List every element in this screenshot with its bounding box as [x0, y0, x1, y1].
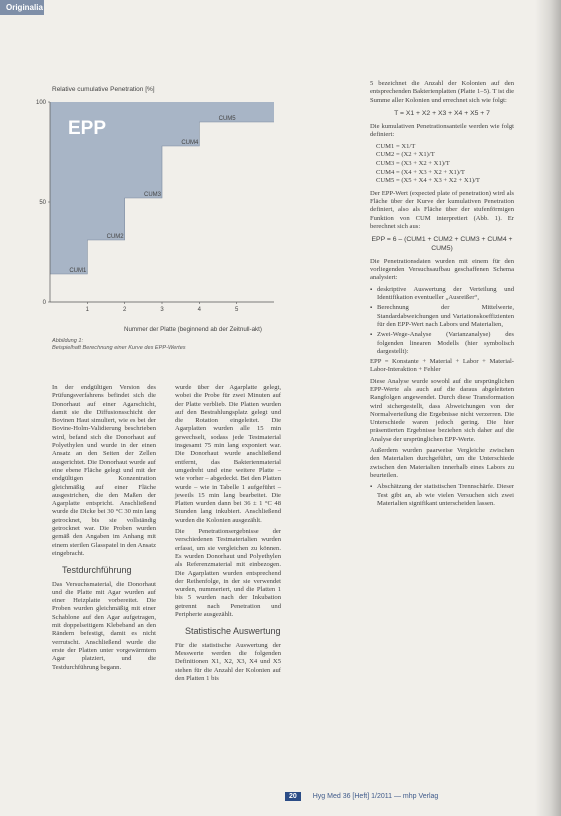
x-tick-label: 2 [122, 307, 127, 313]
series-label-cum2: CUM2 [106, 234, 124, 240]
paragraph: Die Penetrationsdaten wurden mit einem für den vorliegenden Versuchsaufbau geschaffenen Schema analysiert: [370, 257, 514, 282]
figure-caption [52, 338, 292, 352]
paragraph: wurde über der Agarplatte gelegt, wobei die Probe für zwei Minuten auf der Platte verblieb. Die Platten wurden auf den Bestrahlungsplatz gelegt und die Rotation eingeleitet. Die Agarplatten wurden alle 15 min gewechselt, sodass jede Testmaterial insgesamt 75 min lang exponiert war. Die Donorhaut wurde anschließend entfernt, das Bakterienmaterial umgedreht und eine weitere Platte – wie vorher – abgedeckt. Bei den Platten wurde – wie in Tabelle 1 aufgeführt – jeweils 15 min lang bearbeitet. Die Platten wurden dann bei 36 ± 1 °C 48 Stunden lang inkubiert. Anschließend wurden die Kolonien ausgezählt. [175, 384, 281, 524]
chart-y-axis-label: Relative cumulative Penetration [%] [52, 86, 155, 93]
journal-citation: Hyg Med 36 [Heft] 1/2011 — mhp Verlag [312, 793, 439, 800]
x-tick-label: 3 [160, 307, 164, 313]
cum-definition: CUM4 = (X4 + X3 + X2 + X1)/T [376, 168, 465, 176]
section-heading-statistik: Statistische Auswertung [185, 626, 281, 637]
paragraph: In der endgültigen Version des Prüfungsverfahrens befindet sich die Donorhaut auf einer Agarschicht, damit sie die Diffusionsschicht der Bovinen Haut simuliert, wie es bei der Bovine-Holm-Validierung beschrieben wird, befand sich die Donorhaut auf Polyethylen und wurde in der einen Ansatz an den Seiten der Zellen ausgerichtet. Die Donorhaut wurde auf eine ebene Fläche gelegt und mit der endgültigen Konzentration gleichmäßig auf einer Fläche ausgestrichen, die den Maßen der Agarplatte entspricht. Anschließend wurde die Dicke bei 30 °C 30 min lang getrocknet, bis sie vollständig getrocknet war. Die Proben wurden gemäß den Angaben im Anhang mit einem sterilen Glasspatel in den Ansatz eingebracht. [52, 384, 156, 557]
formula-epp: EPP = 6 – (CUM1 + CUM2 + CUM3 + CUM4 + CUM5) [371, 236, 513, 252]
series-label-cum5: CUM5 [218, 116, 236, 122]
page-footer [285, 792, 438, 801]
paragraph: Die Penetrationsergebnisse der verschiedenen Testmaterialien wurden erfasst, um sie vergleichen zu können. Es wurden Donorhaut und Polyethylen als Referenzmaterial mit einbezogen. Die Agarplatten wurden entsprechend der Reihenfolge, in der sie verwendet wurden, nummeriert, und die Platten 1 bis 5 wurden nach der Inkubation getrennt nach Penetration und Peripherie ausgezählt. [175, 528, 281, 619]
y-tick-label: 0 [42, 300, 46, 306]
list-item: ▪ Berechnung der Mittelwerte, Standardabweichungen und Variationskoeffizienten für den EPP-Wert nach Labors und Materialien, [370, 304, 514, 329]
paragraph: Für die statistische Auswertung der Messwerte werden die folgenden Definitionen X1, X2, X3, X4 und X5 stehen für die Anzahl der Kolonien auf den Platten 1 bis [175, 641, 281, 682]
section-tab: Originalia [0, 0, 44, 15]
y-tick-label: 100 [35, 100, 46, 106]
x-tick-label: 1 [85, 307, 90, 313]
analysis-list-2 [370, 483, 514, 508]
cum-definition: CUM3 = (X3 + X2 + X1)/T [376, 159, 450, 167]
cum-definitions [376, 143, 514, 186]
model-equation: EPP = Konstante + Material + Labor + Material-Labor-Interaktion + Fehler [370, 358, 514, 374]
cum-definition: CUM5 = (X5 + X4 + X3 + X2 + X1)/T [376, 177, 480, 185]
list-item: ▪ deskriptive Auswertung der Verteilung und Identifikation eventueller „Ausreißer“, [370, 286, 514, 303]
text-column-1 [52, 384, 156, 675]
list-item: ▪ Abschätzung der statistischen Trennschärfe. Dieser Test gibt an, ab wie vielen Versuchen sich zwei Materialien signifikant unterscheiden lassen. [370, 483, 514, 508]
series-label-cum3: CUM3 [143, 192, 161, 198]
paragraph: Der EPP-Wert (expected plate of penetration) wird als Fläche über der Kurve der kumulativen Penetration definiert, also als Fläche über der stufenförmigen Funktion von CUM interpretiert (Abb. 1). Er berechnet sich aus: [370, 189, 514, 230]
paragraph: Das Versuchsmaterial, die Donorhaut und die Platte mit Agar wurden auf einer Heizplatte vorbereitet. Die Proben wurden gleichmäßig mit einer Schablone auf den Agar aufgetragen, mit doppelseitigem Klebeband an den Rändern befestigt, damit es nicht verrutscht. Anschließend wurde die erste der Platten unter vorgewärmtem Agar platziert, und die Testdurchführung begann. [52, 580, 156, 671]
page-number: 20 [285, 792, 301, 801]
chart-x-axis-label: Nummer der Platte (beginnend ab der Zeitnull-akt) [124, 326, 262, 333]
x-tick-label: 5 [234, 307, 239, 313]
series-label-cum1: CUM1 [69, 268, 87, 274]
paragraph: Diese Analyse wurde sowohl auf die ursprünglichen EPP-Werte als auch auf die daraus abgeleiteten Rangfolgen angewendet. Durch diese Transformation wird sichergestellt, dass Abweichungen von der Normalverteilung die Ergebnisse nicht verzerren. Die Unterschiede waren jedoch gering. Die hier präsentierten Ergebnisse beziehen sich daher auf die Analyse der ursprünglichen EPP-Werte. [370, 377, 514, 443]
cum-definition: CUM2 = (X2 + X1)/T [376, 151, 435, 159]
epp-area-label: EPP [68, 118, 107, 139]
section-heading-testdurchfuehrung: Testdurchführung [62, 565, 132, 576]
formula-total: T = X1 + X2 + X3 + X4 + X5 + 7 [394, 109, 490, 117]
page-gutter-shadow [535, 0, 561, 816]
y-tick-label: 50 [39, 200, 46, 206]
cum-definition: CUM1 = X1/T [376, 142, 416, 150]
x-tick-label: 4 [197, 307, 202, 313]
caption-number: Abbildung 1: [52, 338, 84, 344]
penetration-chart [32, 94, 282, 326]
text-column-3 [370, 80, 514, 510]
caption-text: Beispielhaft Berechnung einer Kurve des EPP-Wertes [52, 345, 186, 351]
text-column-2 [175, 384, 281, 686]
series-label-cum4: CUM4 [181, 140, 199, 146]
paragraph: Außerdem wurden paarweise Vergleiche zwischen den Materialien durchgeführt, um die Unterschiede zwischen den Materialien innerhalb eines Labors zu beurteilen. [370, 447, 514, 479]
analysis-list [370, 286, 514, 356]
list-item: ▪ Zwei-Wege-Analyse (Varianzanalyse) des folgenden linearen Modells (hier symbolisch dargestellt): [370, 331, 514, 356]
paragraph: Die kumulativen Penetrationsanteile werden wie folgt definiert: [370, 123, 514, 139]
paragraph: 5 bezeichnet die Anzahl der Kolonien auf den entsprechenden Bakterienplatten (Platte 1–5). T ist die Summe aller Kolonien und errechnet sich wie folgt: [370, 80, 514, 104]
